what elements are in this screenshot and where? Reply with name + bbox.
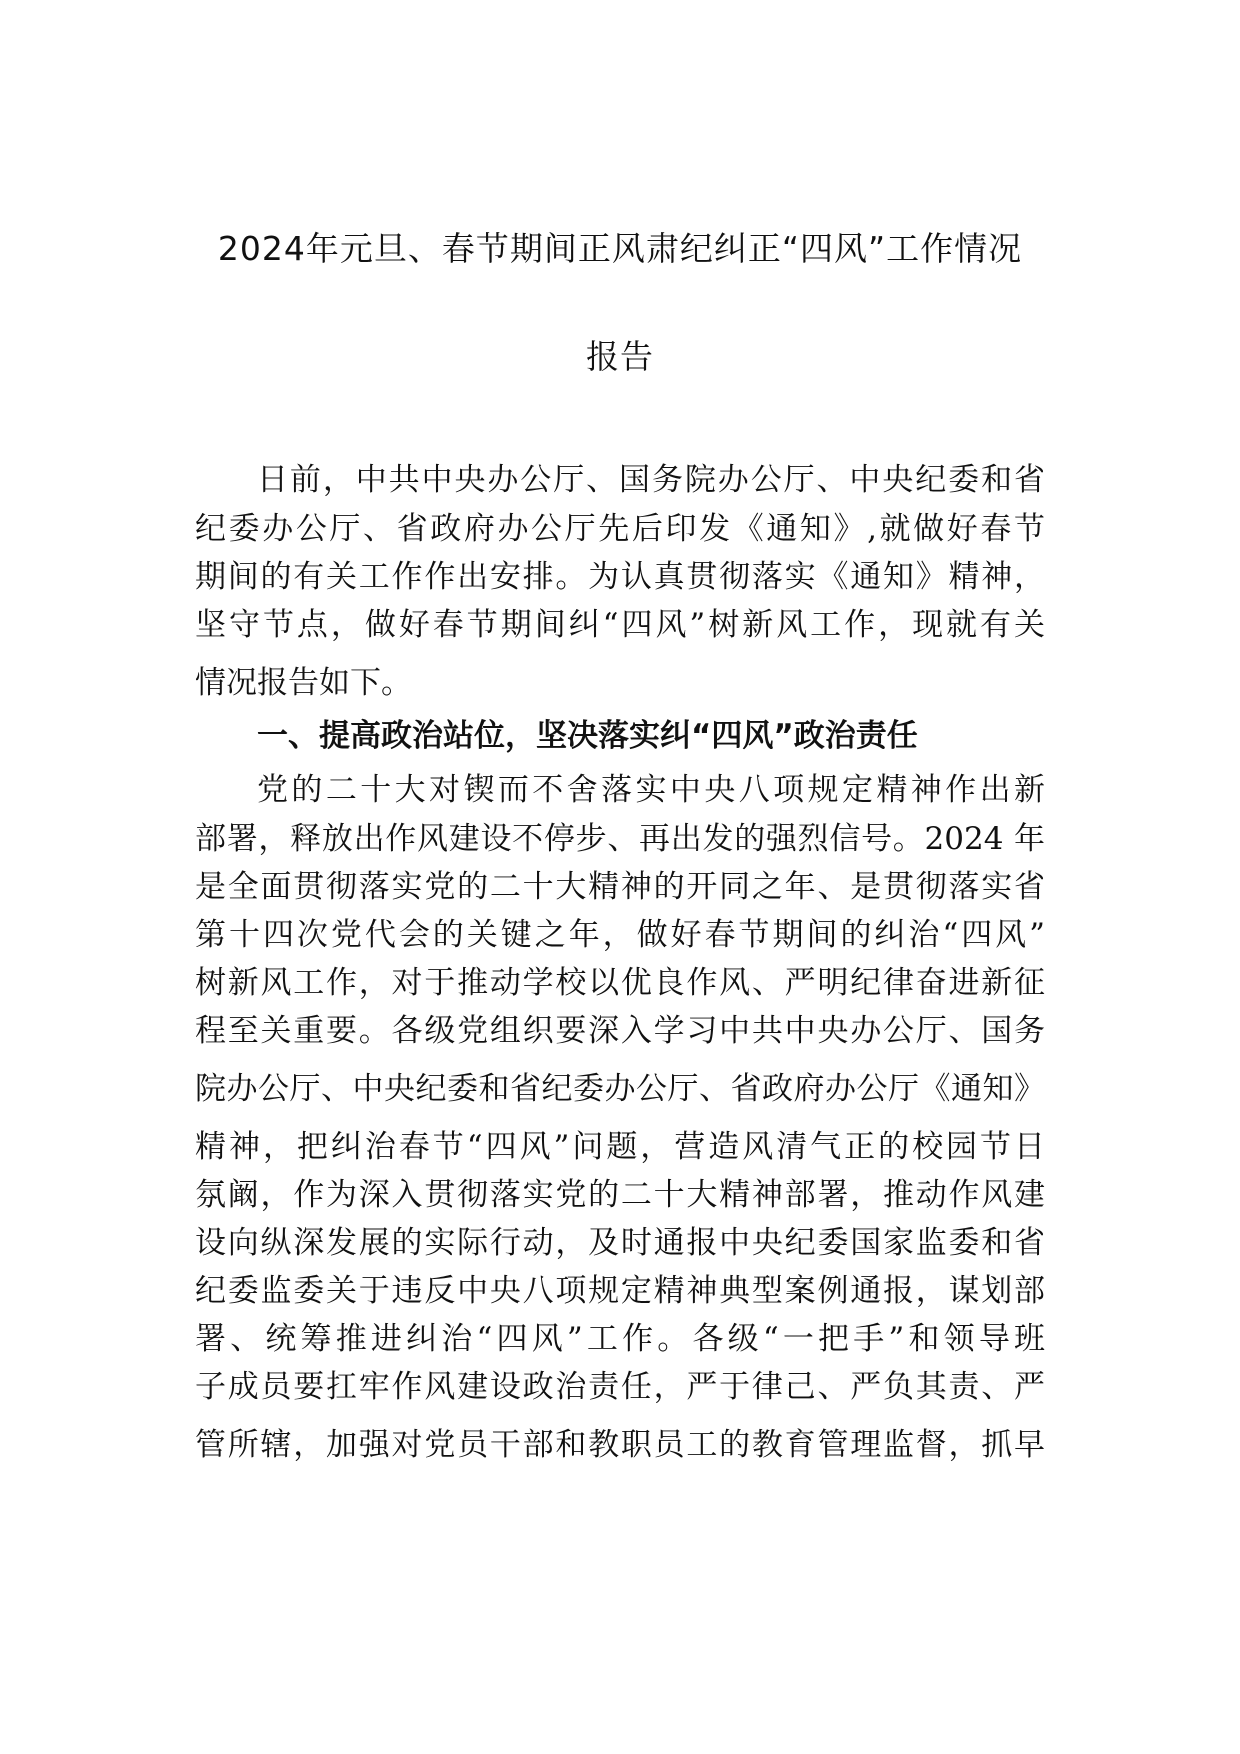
paragraph-1-line: 情况报告如下。: [195, 665, 412, 701]
paragraph-2-line: 子成员要扛牢作风建设政治责任，严于律己、严负其责、严: [195, 1369, 1045, 1405]
paragraph-2-line: 院办公厅、中央纪委和省纪委办公厅、省政府办公厅《通知》: [195, 1071, 1045, 1107]
section-heading-1: 一、提高政治站位，坚决落实纠“四风”政治责任: [257, 718, 918, 754]
paragraph-2-line: 党的二十大对锲而不舍落实中央八项规定精神作出新: [257, 772, 1045, 808]
paragraph-2-line: 是全面贯彻落实党的二十大精神的开同之年、是贯彻落实省: [195, 869, 1045, 905]
paragraph-1-line: 日前，中共中央办公厅、国务院办公厅、中央纪委和省: [257, 462, 1045, 498]
paragraph-2-line: 署、统筹推进纠治“四风”工作。各级“一把手”和领导班: [195, 1321, 1045, 1357]
document-title-line-2: 报告: [586, 337, 654, 376]
paragraph-2-line: 管所辖，加强对党员干部和教职员工的教育管理监督，抓早: [195, 1427, 1045, 1463]
paragraph-2-line: 第十四次党代会的关键之年，做好春节期间的纠治“四风”: [195, 917, 1045, 953]
paragraph-2-line: 精神，把纠治春节“四风”问题，营造风清气正的校园节日: [195, 1129, 1045, 1165]
paragraph-2-line: 部署，释放出作风建设不停步、再出发的强烈信号。2024 年: [195, 821, 1045, 857]
paragraph-2-line: 程至关重要。各级党组织要深入学习中共中央办公厅、国务: [195, 1013, 1045, 1049]
paragraph-2-line: 树新风工作，对于推动学校以优良作风、严明纪律奋进新征: [195, 965, 1045, 1001]
paragraph-1-line: 纪委办公厅、省政府办公厅先后印发《通知》,就做好春节: [195, 511, 1045, 547]
paragraph-2-line: 纪委监委关于违反中央八项规定精神典型案例通报，谋划部: [195, 1273, 1045, 1309]
paragraph-2-line: 氛阚，作为深入贯彻落实党的二十大精神部署，推动作风建: [195, 1177, 1045, 1213]
document-title-line-1: 2024年元旦、春节期间正风肃纪纠正“四风”工作情况: [217, 229, 1023, 268]
paragraph-1-line: 期间的有关工作作出安排。为认真贯彻落实《通知》精神，: [195, 559, 1045, 595]
paragraph-1-line: 坚守节点，做好春节期间纠“四风”树新风工作，现就有关: [195, 607, 1045, 643]
paragraph-2-line: 设向纵深发展的实际行动，及时通报中央纪委国家监委和省: [195, 1225, 1045, 1261]
